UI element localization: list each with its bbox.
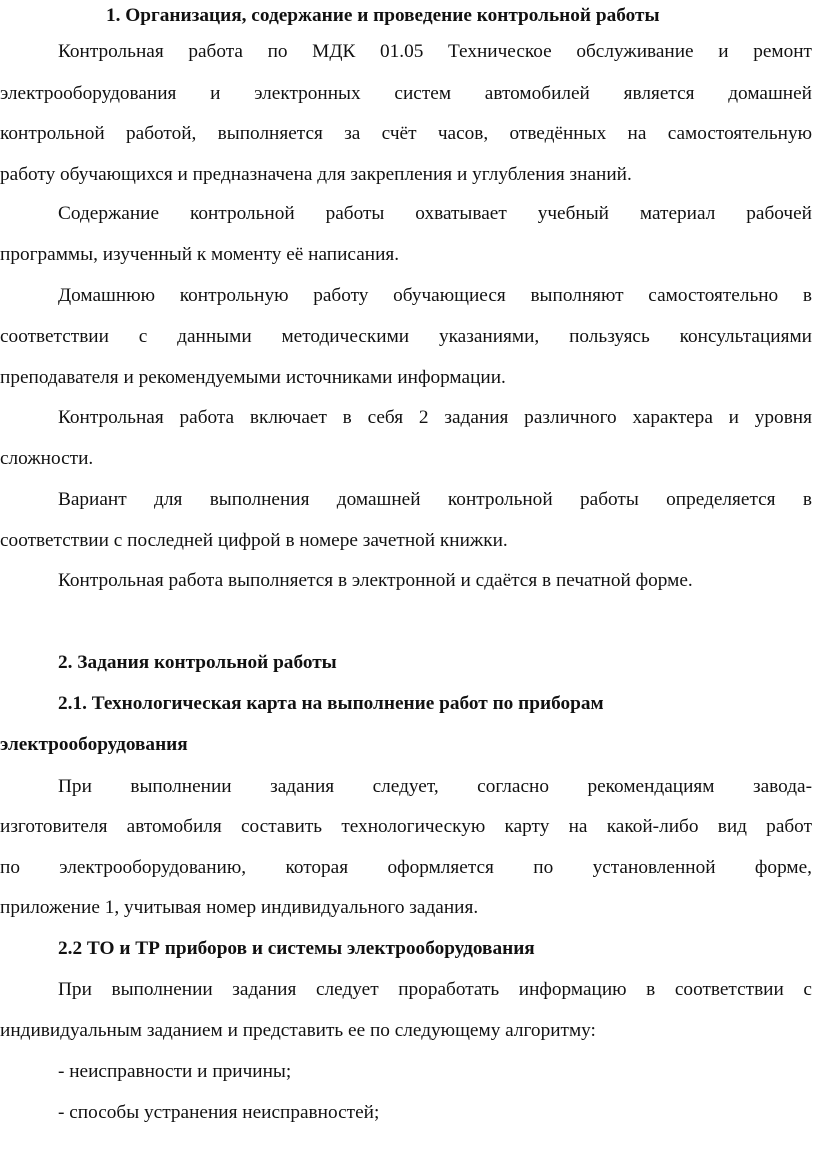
- paragraph-line: Контрольная работа по МДК 01.05 Техническое обслуживание и ремонт: [58, 41, 812, 62]
- list-item: - неисправности и причины;: [58, 1061, 292, 1082]
- paragraph-line: При выполнении задания следует проработать информацию в соответствии с: [58, 979, 812, 1000]
- paragraph-line: программы, изученный к моменту её написания.: [0, 244, 400, 265]
- paragraph-line: работу обучающихся и предназначена для закрепления и углубления знаний.: [0, 164, 632, 185]
- paragraph-line: При выполнении задания следует, согласно рекомендациям завода-: [58, 776, 812, 797]
- paragraph-line: Домашнюю контрольную работу обучающиеся выполняют самостоятельно в: [58, 285, 812, 306]
- paragraph-line: изготовителя автомобиля составить технологическую карту на какой-либо вид работ: [0, 816, 812, 837]
- paragraph-line: Контрольная работа включает в себя 2 задания различного характера и уровня: [58, 407, 812, 428]
- paragraph-line: приложение 1, учитывая номер индивидуального задания.: [0, 897, 479, 918]
- paragraph-line: соответствии с данными методическими указаниями, пользуясь консультациями: [0, 326, 812, 347]
- paragraph-line: Содержание контрольной работы охватывает учебный материал рабочей: [58, 203, 812, 224]
- paragraph-line: индивидуальным заданием и представить ее по следующему алгоритму:: [0, 1020, 596, 1041]
- list-item: - способы устранения неисправностей;: [58, 1102, 380, 1123]
- paragraph-line: соответствии с последней цифрой в номере зачетной книжки.: [0, 530, 508, 551]
- paragraph-line: Контрольная работа выполняется в электронной и сдаётся в печатной форме.: [58, 570, 693, 591]
- subsection1-title: 2.1. Технологическая карта на выполнение работ по приборам: [58, 693, 604, 714]
- paragraph-line: контрольной работой, выполняется за счёт часов, отведённых на самостоятельную: [0, 123, 812, 144]
- subsection2-title: 2.2 ТО и ТР приборов и системы электрооборудования: [58, 938, 535, 959]
- paragraph-line: Вариант для выполнения домашней контрольной работы определяется в: [58, 489, 812, 510]
- subsection1-title: электрооборудования: [0, 734, 188, 755]
- paragraph-line: по электрооборудованию, которая оформляется по установленной форме,: [0, 857, 812, 878]
- paragraph-line: преподавателя и рекомендуемыми источниками информации.: [0, 367, 506, 388]
- paragraph-line: электрооборудования и электронных систем автомобилей является домашней: [0, 83, 812, 104]
- section1-title: 1. Организация, содержание и проведение контрольной работы: [106, 5, 660, 26]
- section2-title: 2. Задания контрольной работы: [58, 652, 337, 673]
- paragraph-line: сложности.: [0, 448, 94, 469]
